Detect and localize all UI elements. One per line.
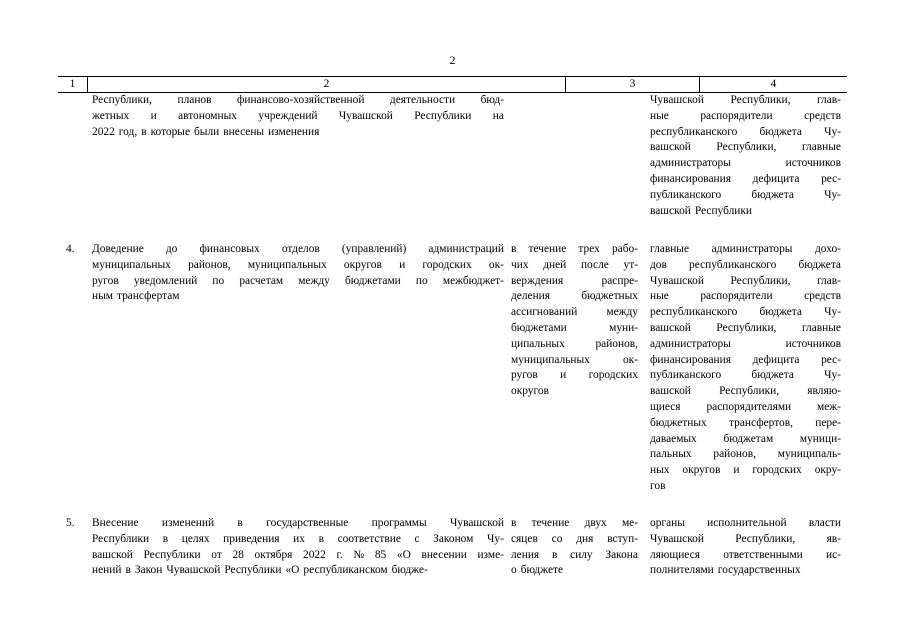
text-line: бюджетных трансфертов, пере- (650, 416, 841, 429)
text-line: 2022 год, в которые были внесены изменения (92, 125, 320, 138)
text-line: нений в Закон Чувашской Республики «О республиканском бюдже- (92, 564, 428, 577)
text-line: ругов и городских (511, 369, 638, 382)
text-line: деления бюджетных (511, 290, 638, 303)
table-row-1-deadline (511, 242, 638, 400)
table-row-0-description (92, 93, 504, 140)
text-line: муниципальных районов, муниципальных округов и городских ок- (92, 258, 504, 271)
table-row-2-description (92, 516, 504, 579)
text-line: вашской Республики от 28 октября 2022 г. № 85 «О внесении изме- (92, 548, 504, 561)
text-line: администраторы источников (650, 337, 841, 350)
text-line: ругов уведомлений по расчетам между бюджетами по межбюджет- (92, 274, 504, 287)
text-line: Республики, планов финансово-хозяйственной деятельности бюд- (92, 94, 504, 106)
text-line: Чувашской Республики, глав- (650, 94, 841, 106)
text-line: ципальных районов, (511, 337, 638, 350)
table-row-1-responsible (650, 242, 841, 495)
table-row-1-description (92, 242, 504, 305)
text-line: финансирования дефицита рес- (650, 172, 841, 185)
text-line: республиканского бюджета Чу- (650, 306, 841, 319)
text-line: бюджетами муни- (511, 321, 638, 334)
text-line: ляющиеся ответственными ис- (650, 548, 841, 561)
text-line: ные распорядители средств (650, 290, 841, 303)
text-line: администраторы источников (650, 157, 841, 170)
table-header-col-2: 2 (88, 77, 566, 92)
text-line: Внесение изменений в государственные программы Чувашской (92, 517, 504, 529)
text-line: сяцев со дня вступ- (511, 532, 638, 545)
text-line: публиканского бюджета Чу- (650, 369, 841, 382)
text-line: верждения распре- (511, 274, 638, 287)
text-line: вашской Республики, являю- (650, 385, 841, 398)
text-line: о бюджете (511, 564, 564, 577)
text-line: Чувашской Республики, яв- (650, 532, 841, 545)
text-line: в течение трех рабо- (511, 243, 638, 255)
text-line: щиеся распорядителями меж- (650, 400, 841, 413)
text-line: округов (511, 385, 549, 398)
text-line: полнителями государственных (650, 564, 801, 577)
text-line: Чувашской Республики, глав- (650, 274, 841, 287)
text-line: ные распорядители средств (650, 109, 841, 122)
text-line: ных округов и городских окру- (650, 464, 841, 477)
text-line: республиканского бюджета Чу- (650, 125, 841, 138)
table-header-col-4: 4 (770, 78, 777, 90)
text-line: ным трансфертам (92, 290, 180, 303)
text-line: главные администраторы дохо- (650, 243, 841, 255)
text-line: чих дней после ут- (511, 258, 638, 271)
text-line: ассигнований между (511, 306, 638, 319)
text-line: вашской Республики, главные (650, 321, 841, 334)
table-row-2-responsible (650, 516, 841, 579)
table-row-2-deadline (511, 516, 638, 579)
text-line: муниципальных ок- (511, 353, 638, 366)
table-header-col-1: 1 (58, 77, 88, 92)
table-header-col-3: 3 (566, 77, 700, 92)
text-line: жетных и автономных учреждений Чувашской Республики на (92, 109, 504, 122)
text-line: вашской Республики, главные (650, 141, 841, 154)
table-row-0-responsible (650, 93, 841, 219)
text-line: Республики в целях приведения их в соответствие с Законом Чу- (92, 532, 504, 545)
text-line: в течение двух ме- (511, 517, 638, 529)
text-line: вашской Республики (650, 204, 753, 217)
text-line: дов республиканского бюджета (650, 258, 841, 271)
text-line: гов (650, 479, 666, 492)
table-row-2-number: 5. (66, 517, 75, 529)
table-row-1-number: 4. (66, 243, 75, 255)
text-line: финансирования дефицита рес- (650, 353, 841, 366)
page-number: 2 (449, 53, 456, 67)
text-line: даваемых бюджетам муници- (650, 432, 841, 445)
table-header (58, 76, 847, 93)
text-line: ления в силу Закона (511, 548, 638, 561)
text-line: органы исполнительной власти (650, 517, 841, 529)
text-line: публиканского бюджета Чу- (650, 188, 841, 201)
text-line: Доведение до финансовых отделов (управлений) администраций (92, 243, 504, 255)
text-line: пальных районов, муниципаль- (650, 448, 841, 461)
